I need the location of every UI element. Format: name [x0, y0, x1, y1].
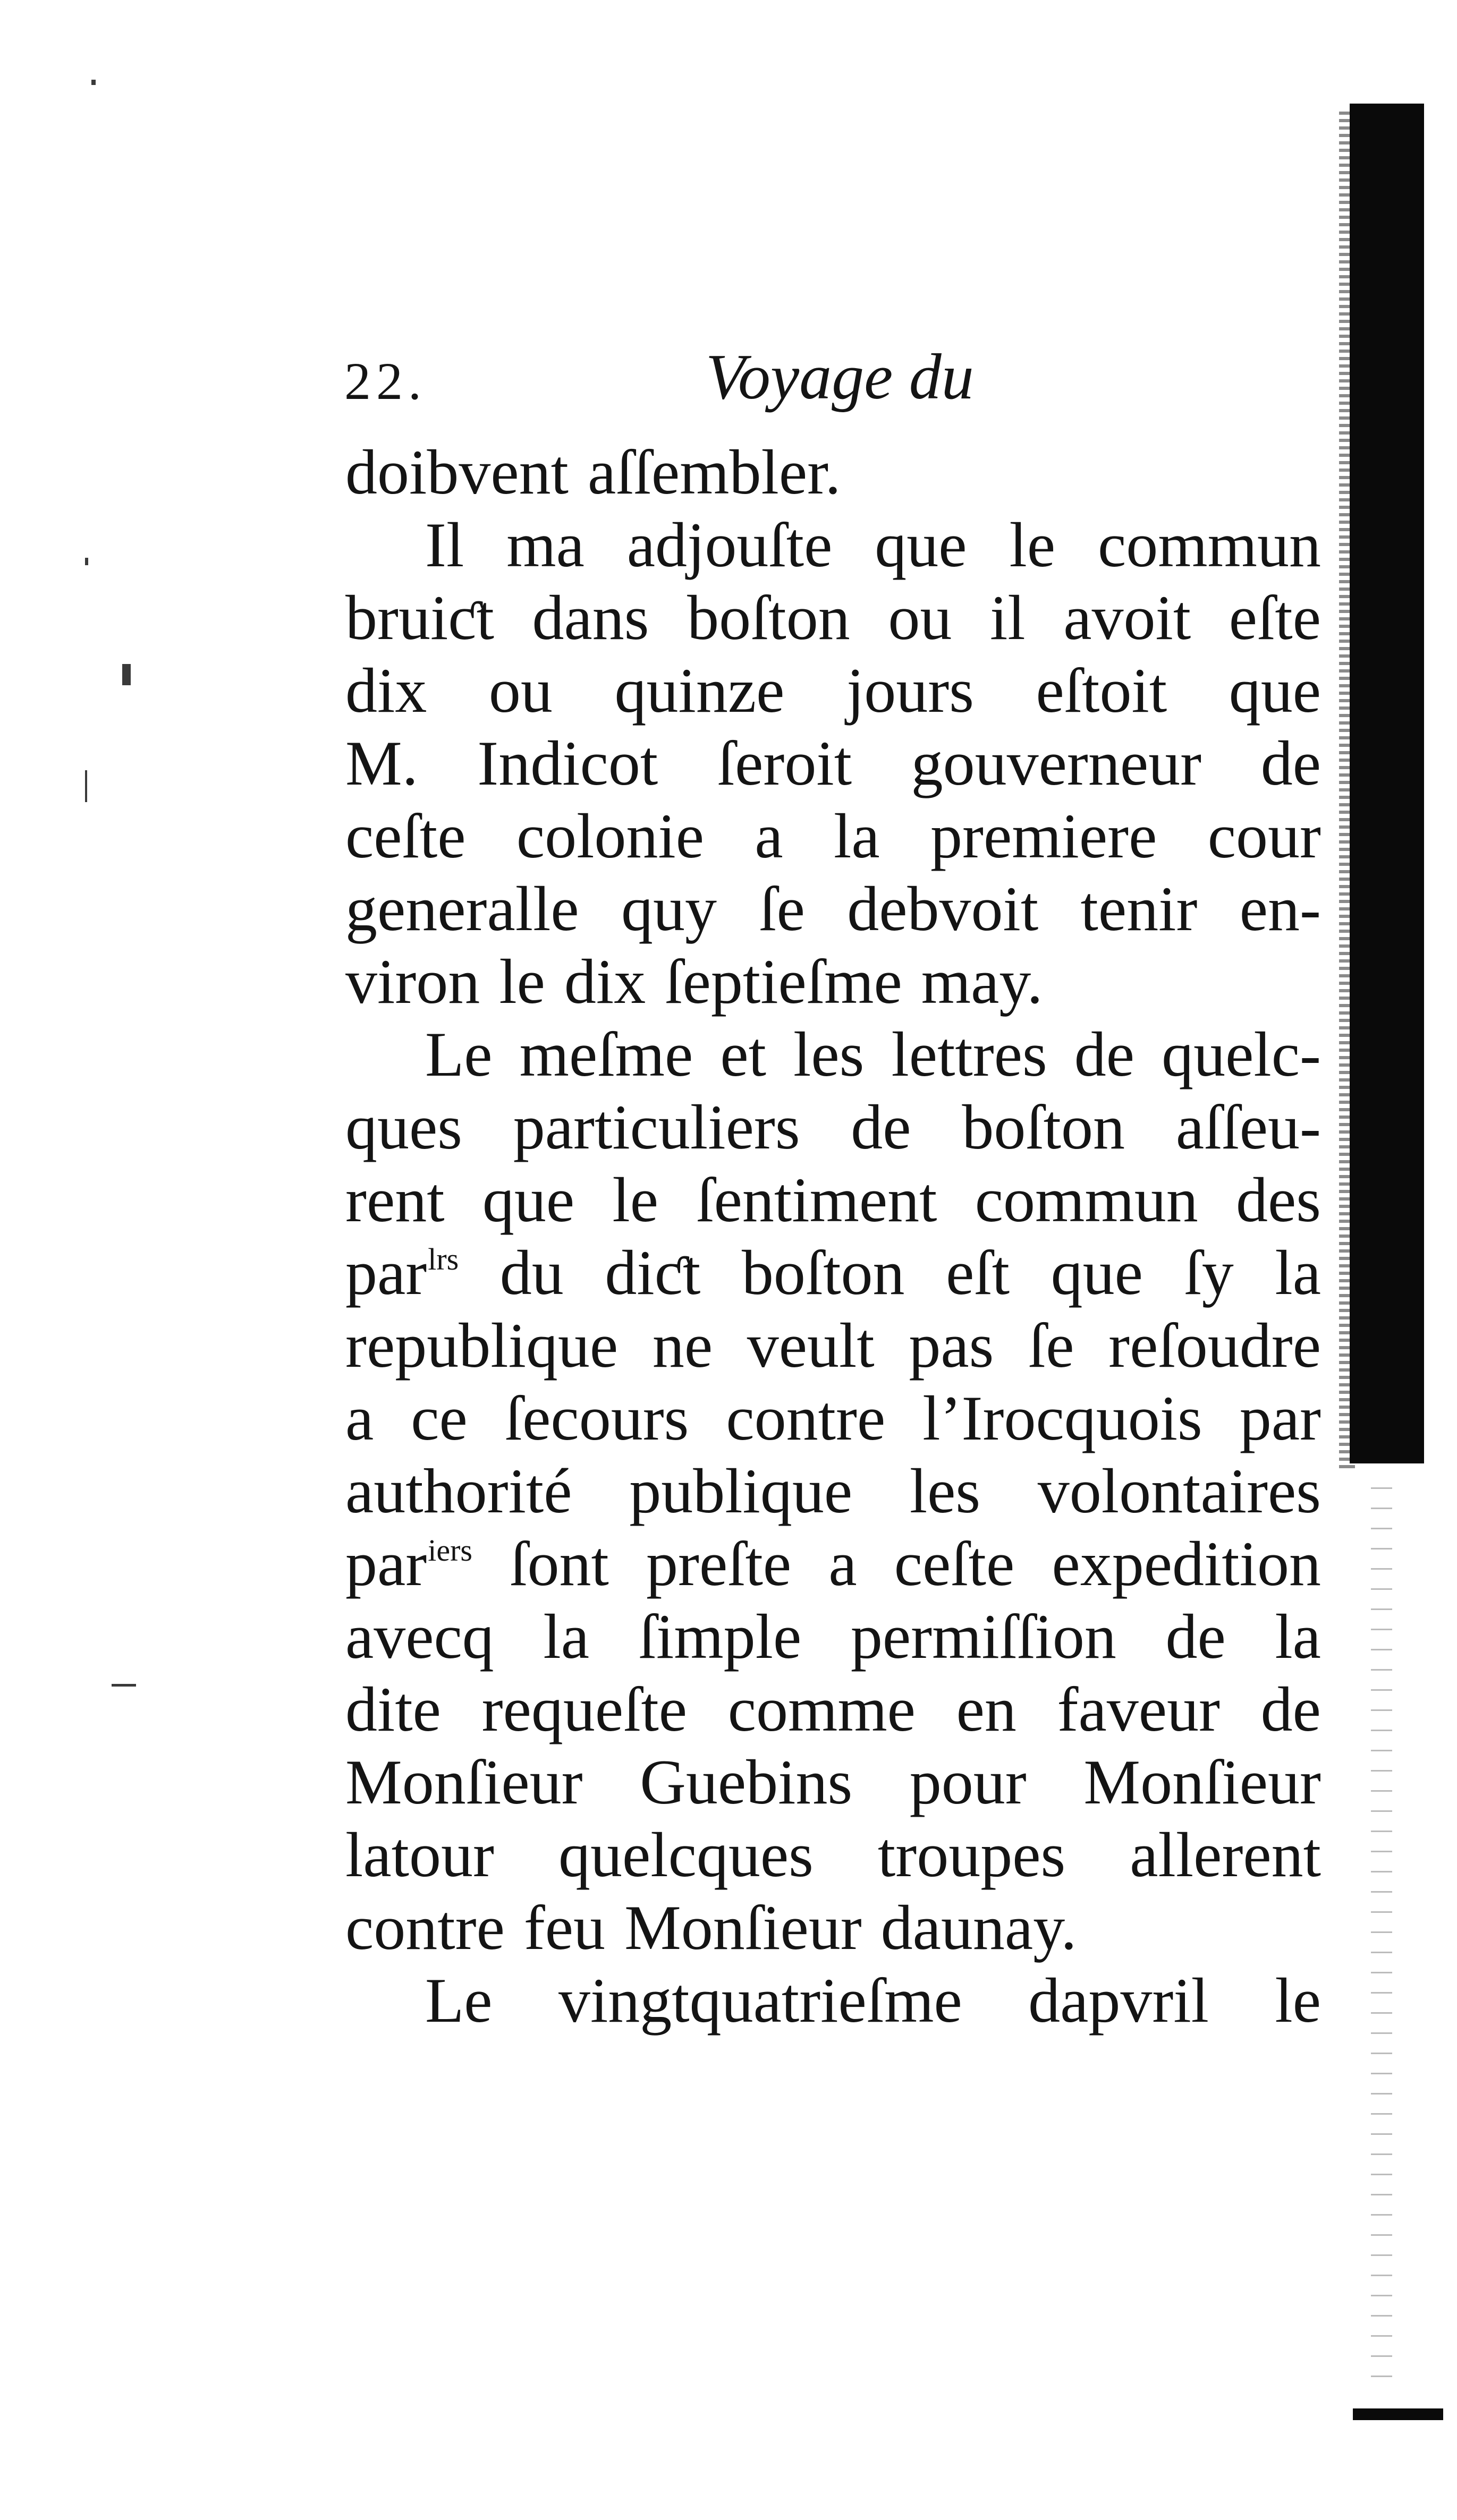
word: requeſte	[481, 1674, 688, 1744]
word: que	[875, 509, 967, 580]
text-line	[345, 1018, 1321, 1091]
word: les	[909, 1455, 981, 1526]
word: commun	[1098, 509, 1321, 580]
word: preſte	[646, 1528, 792, 1599]
word: publique	[629, 1455, 853, 1526]
word: la	[1275, 1601, 1321, 1672]
word: de	[1165, 1601, 1226, 1672]
superscript-abbreviation: iers	[428, 1533, 472, 1568]
word: Le	[425, 1965, 493, 2036]
page-number: 22.	[344, 352, 427, 411]
word: permiſſion	[850, 1601, 1116, 1672]
word: ſont	[510, 1528, 609, 1599]
word: il	[989, 582, 1026, 653]
page-edge-speckle	[1371, 1487, 1392, 2390]
text-line	[345, 1964, 1321, 2037]
word: troupes	[877, 1819, 1066, 1890]
word: pour	[909, 1747, 1027, 1817]
word: ma	[506, 509, 585, 580]
text-line	[345, 1527, 1321, 1600]
word: le	[612, 1164, 658, 1235]
word: eſt	[946, 1237, 1010, 1308]
word: faveur	[1057, 1674, 1220, 1744]
text-line	[345, 1891, 1321, 1964]
word: eſte	[1229, 582, 1321, 653]
word: comme	[727, 1674, 916, 1744]
word: aſſembler.	[587, 437, 841, 507]
word: quelc-	[1162, 1019, 1321, 1089]
word: generalle	[345, 873, 579, 944]
word: ou	[488, 655, 553, 726]
word: la	[834, 801, 880, 871]
word: quinze	[614, 655, 785, 726]
word: eſtoit	[1036, 655, 1167, 726]
word: que	[1051, 1237, 1143, 1308]
word: allerent	[1130, 1819, 1321, 1890]
word: M.	[345, 728, 418, 798]
text-line	[345, 727, 1321, 799]
word: ſeroit	[717, 728, 852, 798]
word: contre	[345, 1892, 505, 1963]
word: ou	[888, 582, 952, 653]
word: rent	[345, 1164, 445, 1235]
word: bruiƈt	[345, 582, 494, 653]
word: a	[828, 1528, 857, 1599]
scan-mark	[112, 1684, 136, 1687]
word: veult	[747, 1310, 875, 1381]
word: Indicot	[477, 728, 658, 798]
word: dite	[345, 1674, 441, 1744]
text-line	[345, 1309, 1321, 1382]
word: viron	[345, 946, 480, 1017]
word: doibvent	[345, 437, 569, 507]
word: Le	[425, 1019, 493, 1089]
word: premiere	[930, 801, 1157, 871]
word: ceſte	[894, 1528, 1015, 1599]
word: Monſieur	[345, 1747, 583, 1817]
word: pas	[909, 1310, 994, 1381]
word: reſoudre	[1108, 1310, 1321, 1381]
word: la	[1275, 1237, 1321, 1308]
word: boſton	[741, 1237, 905, 1308]
scan-mark	[91, 80, 96, 85]
text-line	[345, 654, 1321, 727]
scan-mark	[85, 558, 88, 565]
word: le	[1009, 509, 1056, 580]
text-line	[345, 1382, 1321, 1454]
word: en	[956, 1674, 1016, 1744]
word: authorité	[345, 1455, 572, 1526]
word: ne	[652, 1310, 713, 1381]
word: avecq	[345, 1601, 494, 1672]
word: ques	[345, 1092, 462, 1162]
word: de	[851, 1092, 911, 1162]
word: dix	[564, 946, 646, 1017]
word: tenir	[1080, 873, 1198, 944]
word: que	[482, 1164, 575, 1235]
superscript-abbreviation: lrs	[428, 1242, 459, 1276]
word: des	[1236, 1164, 1321, 1235]
word: ſy	[1184, 1237, 1234, 1308]
word: republique	[345, 1310, 619, 1381]
word: contre	[726, 1383, 886, 1453]
word: ceſte	[345, 801, 466, 871]
word: boſton	[687, 582, 850, 653]
word: dix	[345, 655, 427, 726]
word: ſentiment	[696, 1164, 937, 1235]
scan-mark	[122, 664, 131, 685]
word: par$^{iers}$	[345, 1528, 472, 1599]
text-line	[345, 945, 1321, 1018]
text-line	[345, 1673, 1321, 1746]
word: quy	[621, 873, 717, 944]
word: commun	[975, 1164, 1198, 1235]
word: les	[793, 1019, 865, 1089]
word: dans	[532, 582, 649, 653]
text-line	[345, 581, 1321, 654]
text-line	[345, 1454, 1321, 1527]
word: Guebins	[640, 1747, 853, 1817]
word: ſeptieſme	[665, 946, 902, 1017]
binding-bottom-mark	[1353, 2408, 1443, 2420]
word: ſe	[1028, 1310, 1074, 1381]
text-line	[345, 1236, 1321, 1309]
word: a	[345, 1383, 374, 1453]
word: lettres	[891, 1019, 1047, 1089]
word: avoit	[1063, 582, 1191, 653]
word: de	[1260, 1674, 1321, 1744]
text-line	[345, 872, 1321, 945]
word: ſe	[759, 873, 805, 944]
word: cour	[1207, 801, 1321, 871]
word: boſton	[962, 1092, 1125, 1162]
text-line	[345, 1091, 1321, 1163]
word: adjouſte	[626, 509, 833, 580]
word: debvoit	[847, 873, 1039, 944]
word: expedition	[1052, 1528, 1321, 1599]
word: daunay.	[880, 1892, 1077, 1963]
text-line	[345, 436, 1321, 508]
word: que	[1229, 655, 1321, 726]
word: Monſieur	[624, 1892, 862, 1963]
binding-strip	[1350, 104, 1424, 1463]
word: diƈt	[605, 1237, 701, 1308]
word: vingtquatrieſme	[558, 1965, 962, 2036]
body-text	[345, 436, 1321, 2037]
word: du	[499, 1237, 564, 1308]
word: a	[755, 801, 783, 871]
text-line	[345, 1746, 1321, 1818]
word: la	[543, 1601, 590, 1672]
word: l’Irocquois	[922, 1383, 1202, 1453]
text-line	[345, 508, 1321, 581]
text-line	[345, 1818, 1321, 1891]
word: volontaires	[1037, 1455, 1321, 1526]
word: meſme	[519, 1019, 693, 1089]
word: feu	[523, 1892, 606, 1963]
word: Il	[425, 509, 464, 580]
running-title: Voyage du	[706, 341, 974, 413]
word: en-	[1239, 873, 1321, 944]
word: de	[1260, 728, 1321, 798]
word: dapvril	[1028, 1965, 1209, 2036]
word: particuliers	[513, 1092, 800, 1162]
running-head	[344, 340, 982, 420]
word: latour	[345, 1819, 494, 1890]
word: Monſieur	[1083, 1747, 1321, 1817]
word: le	[1275, 1965, 1321, 2036]
text-line	[345, 1600, 1321, 1673]
word: et	[720, 1019, 766, 1089]
word: may.	[921, 946, 1043, 1017]
word: ſimple	[638, 1601, 802, 1672]
word: de	[1074, 1019, 1135, 1089]
word: colonie	[516, 801, 705, 871]
scan-mark	[85, 770, 87, 802]
word: le	[499, 946, 545, 1017]
word: jours	[846, 655, 974, 726]
word: quelcques	[558, 1819, 814, 1890]
text-line	[345, 1163, 1321, 1236]
text-line	[345, 799, 1321, 872]
word: par$^{lrs}$	[345, 1237, 459, 1308]
word: aſſeu-	[1175, 1092, 1321, 1162]
word: ſecours	[504, 1383, 689, 1453]
word: gouverneur	[911, 728, 1202, 798]
word: par	[1239, 1383, 1321, 1453]
word: ce	[411, 1383, 468, 1453]
